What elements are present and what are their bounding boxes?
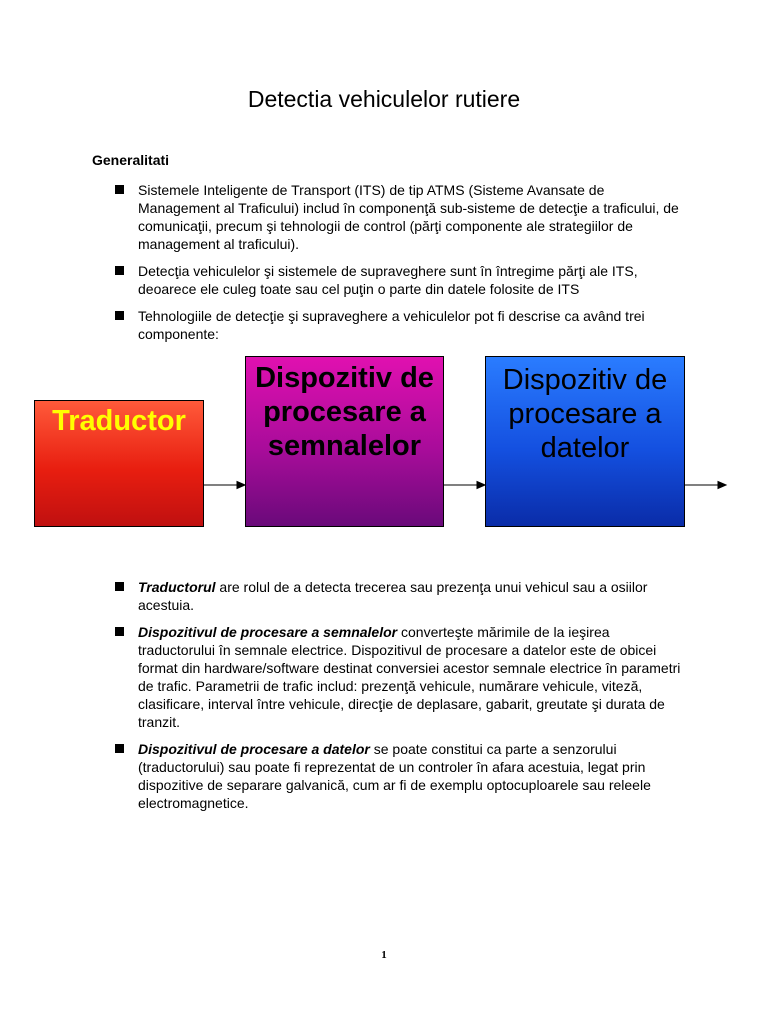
term-data-processing: Dispozitivul de procesare a datelor [138,741,370,757]
list-item [115,262,685,298]
square-bullet-icon [115,311,124,320]
bullet-text: Tehnologiile de detecţie şi supraveghere a vehiculelor pot fi descrise ca având trei componente: [138,308,645,342]
list-item [115,578,685,614]
section-heading: Generalitati [92,152,170,168]
bullet-text: Sistemele Inteligente de Transport (ITS) de tip ATMS (Sisteme Avansate de Management al Traficului) includ în componenţă sub-sisteme de detecţie a traficului, de comunicaţii, precum şi tehnologii de control (părţi componente ale strategiilor de management al traficului). [138,182,679,252]
square-bullet-icon [115,185,124,194]
traductor-box: Traductor [34,400,204,527]
bullet-text: converteşte mărimile de la ieşirea traductorului în semnale electrice. Dispozitivul de procesare a datelor este de obicei format din hardware/software destinat conversiei acestor semnale electrice în parametri de trafic. Parametrii de trafic includ: prezenţă vehicule, numărare vehicule, viteză, clasificare, interval între vehicule, direcţie de deplasare, gabarit, greutate şi durata de tranzit. [138,624,681,730]
list-item [115,623,685,731]
list-item [115,740,685,812]
term-traductorul: Traductorul [138,579,216,595]
list-item [115,181,685,253]
square-bullet-icon [115,627,124,636]
bullet-text: are rolul de a detecta trecerea sau prezenţa unui vehicul sau a osiilor acestuia. [138,579,648,613]
square-bullet-icon [115,266,124,275]
list-item [115,307,685,343]
arrow-1-head [237,482,245,489]
arrow-2-head [477,482,485,489]
square-bullet-icon [115,744,124,753]
intro-bullet-list [115,181,685,352]
arrow-3-head [718,482,726,489]
detail-bullet-list [115,578,685,821]
page-number: 1 [381,949,387,961]
square-bullet-icon [115,582,124,591]
bullet-text: Detecţia vehiculelor şi sistemele de supraveghere sunt în întregime părţi ale ITS, deoarece ele culeg toate sau cel puţin o parte din datele folosite de ITS [138,263,638,297]
bullet-text: se poate constitui ca parte a senzorului (traductorului) sau poate fi reprezentat de un controler în afara acestuia, legat prin dispozitive de separare galvanică, cum ar fi de exemplu optocuploarele sau releele electromagnetice. [138,741,651,811]
page-title: Detectia vehiculelor rutiere [247,86,521,112]
signal-processing-box: Dispozitiv de procesare a semnalelor [245,356,444,527]
term-signal-processing: Dispozitivul de procesare a semnalelor [138,624,398,640]
data-processing-box: Dispozitiv de procesare a datelor [485,356,685,527]
